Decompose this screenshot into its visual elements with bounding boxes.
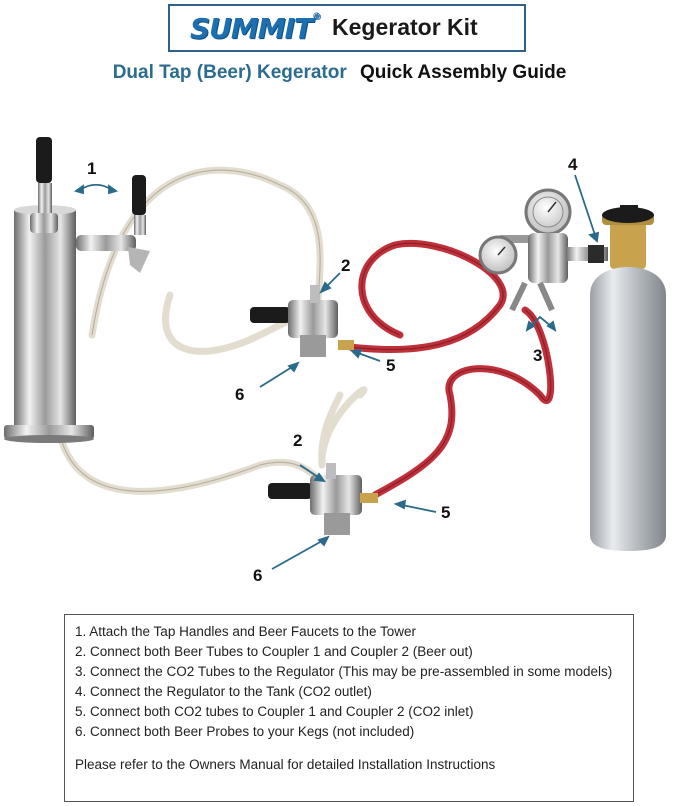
callout-4: 4 — [568, 155, 578, 174]
instruction-step: 1. Attach the Tap Handles and Beer Faucets to the Tower — [75, 624, 416, 639]
coupler-2 — [268, 463, 378, 535]
coupler-1 — [250, 285, 354, 357]
callout-5a: 5 — [386, 356, 396, 375]
kit-title: Kegerator Kit — [332, 14, 478, 40]
product-name: Dual Tap (Beer) Kegerator — [112, 62, 347, 83]
callout-3: 3 — [533, 346, 543, 365]
callout-2b: 2 — [293, 431, 303, 450]
guide-title: Quick Assembly Guide — [360, 62, 567, 83]
instruction-step: 6. Connect both Beer Probes to your Kegs (not included) — [75, 724, 415, 739]
callout-2a: 2 — [341, 256, 351, 275]
faucet-1 — [30, 137, 58, 233]
instruction-step: 4. Connect the Regulator to the Tank (CO2 outlet) — [75, 684, 372, 699]
co2-regulator — [480, 190, 608, 310]
instruction-step: 3. Connect the CO2 Tubes to the Regulator (This may be pre-assembled in some models) — [75, 664, 613, 679]
instructions-box — [64, 614, 634, 802]
callout-6b: 6 — [253, 566, 263, 585]
co2-tubes — [350, 243, 551, 495]
instruction-step: 2. Connect both Beer Tubes to Coupler 1 and Coupler 2 (Beer out) — [75, 644, 473, 659]
callout-5b: 5 — [441, 503, 451, 522]
page-subtitle — [0, 62, 679, 84]
callout-1: 1 — [87, 159, 97, 178]
header-box — [168, 4, 526, 52]
instruction-step: 5. Connect both CO2 tubes to Coupler 1 and Coupler 2 (CO2 inlet) — [75, 704, 474, 719]
callout-6a: 6 — [235, 385, 245, 404]
brand-logo: SUMMIT® — [190, 12, 321, 45]
manual-note: Please refer to the Owners Manual for detailed Installation Instructions — [75, 757, 496, 772]
